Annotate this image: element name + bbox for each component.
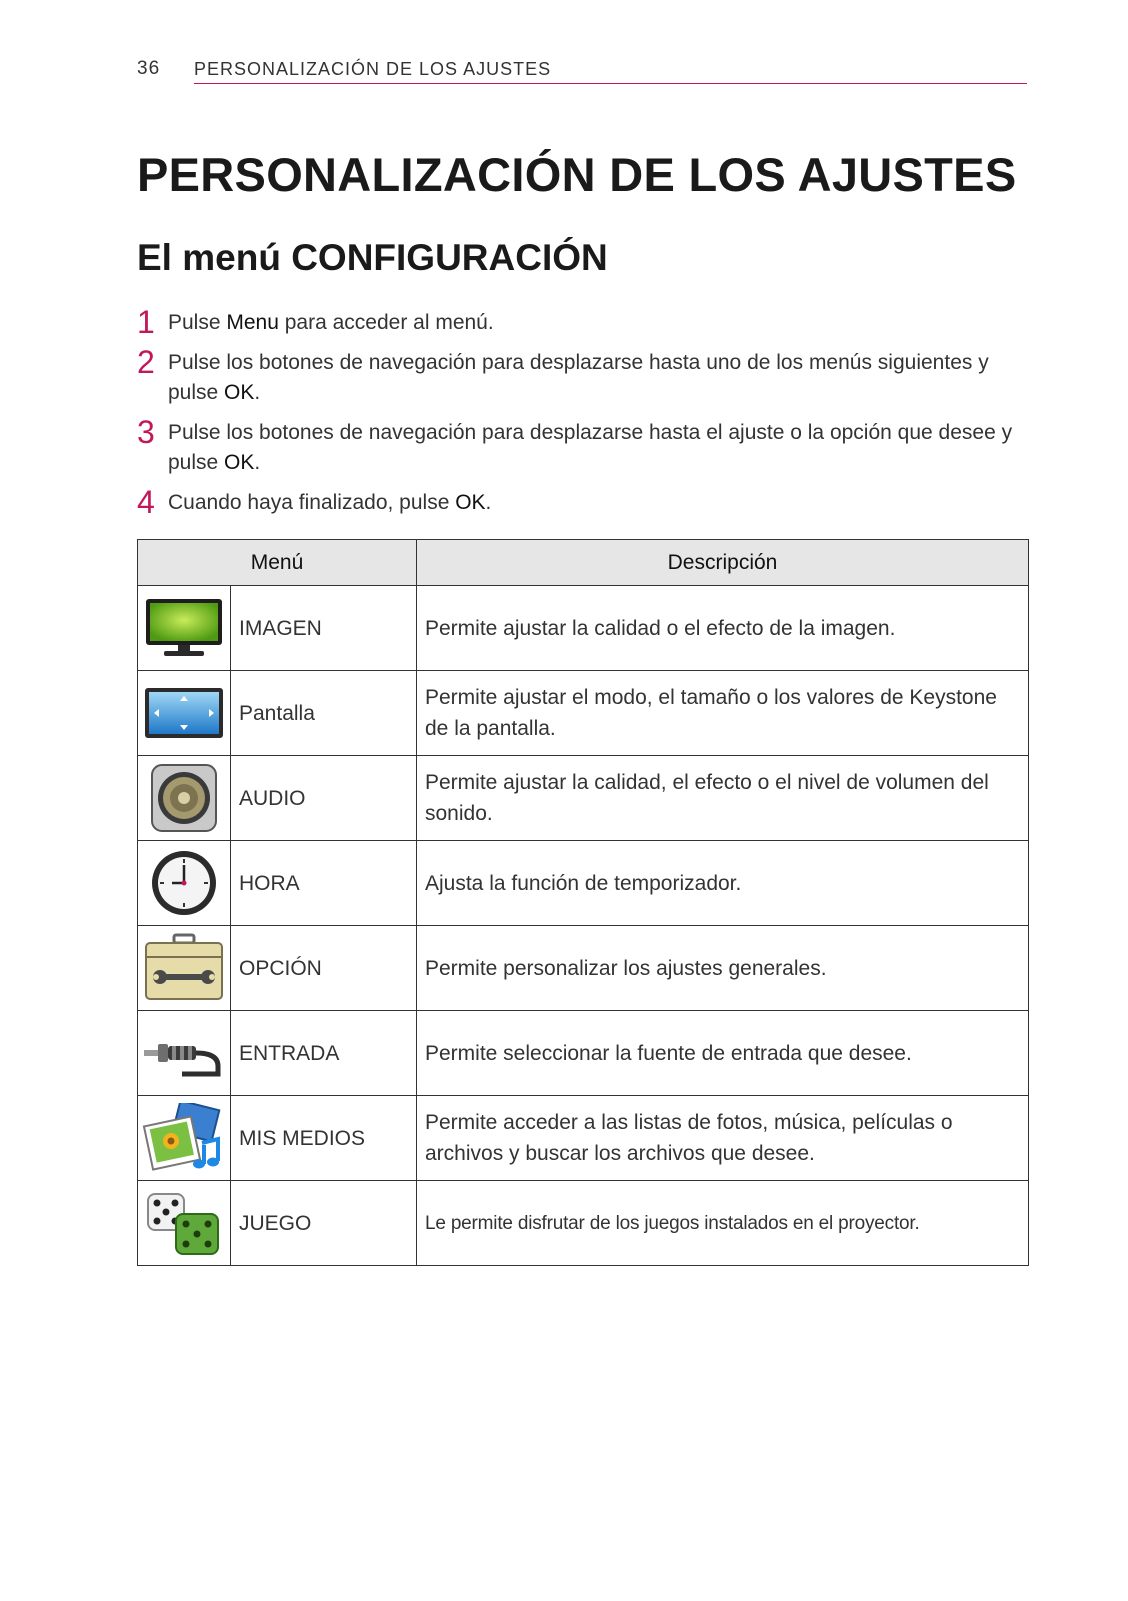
section-title: El menú CONFIGURACIÓN <box>137 237 608 278</box>
header-rule <box>194 83 1027 84</box>
menu-column-header: Menú <box>138 540 417 586</box>
step-text: Cuando haya finalizado, pulse <box>168 491 456 514</box>
step-number: 4 <box>137 484 155 520</box>
running-title: PERSONALIZACIÓN DE LOS AJUSTES <box>194 59 552 79</box>
menu-name: MIS MEDIOS <box>231 1096 417 1181</box>
menu-description: Permite seleccionar la fuente de entrada que desee. <box>417 1011 1029 1096</box>
step-item <box>137 344 1017 408</box>
av-cable-icon <box>142 1018 226 1088</box>
menu-name: JUEGO <box>231 1181 417 1266</box>
step-text: . <box>485 491 492 514</box>
description-column-header: Descripción <box>417 540 1029 586</box>
step-text: Pulse los botones de navegación para desplazarse hasta el ajuste o la opción que desee y pulse <box>168 421 1013 474</box>
menu-description: Permite acceder a las listas de fotos, música, películas o archivos y buscar los archivos que desee. <box>417 1096 1029 1181</box>
step-number: 1 <box>137 304 155 340</box>
menu-name: AUDIO <box>231 756 417 841</box>
step-text: . <box>254 451 261 474</box>
menu-name: OPCIÓN <box>231 926 417 1011</box>
steps-list <box>137 304 1017 528</box>
table-row <box>138 586 1029 671</box>
menu-name: Pantalla <box>231 671 417 756</box>
menu-description: Le permite disfrutar de los juegos instalados en el proyector. <box>417 1181 1029 1266</box>
step-text: . <box>254 381 261 404</box>
table-row <box>138 671 1029 756</box>
step-keyword: OK <box>224 451 255 474</box>
table-row <box>138 756 1029 841</box>
menu-name: IMAGEN <box>231 586 417 671</box>
step-keyword: Menu <box>226 311 279 334</box>
menu-description: Permite personalizar los ajustes generales. <box>417 926 1029 1011</box>
page-number: 36 <box>137 58 161 79</box>
table-row <box>138 1096 1029 1181</box>
step-number: 3 <box>137 414 155 450</box>
step-item <box>137 414 1017 478</box>
table-row <box>138 1011 1029 1096</box>
menu-description: Permite ajustar la calidad o el efecto de la imagen. <box>417 586 1029 671</box>
toolbox-wrench-icon <box>142 933 226 1003</box>
table-header-row <box>138 540 1029 586</box>
clock-icon <box>142 848 226 918</box>
table-row <box>138 841 1029 926</box>
step-text: Pulse los botones de navegación para desplazarse hasta uno de los menús siguientes y pulse <box>168 351 989 404</box>
speaker-icon <box>142 763 226 833</box>
step-text: Pulse <box>168 311 227 334</box>
step-item <box>137 484 1017 520</box>
tv-picture-icon <box>142 593 226 663</box>
step-keyword: OK <box>455 491 486 514</box>
screen-arrows-icon <box>142 678 226 748</box>
step-text: para acceder al menú. <box>278 311 494 334</box>
table-row <box>138 926 1029 1011</box>
menu-description: Permite ajustar la calidad, el efecto o el nivel de volumen del sonido. <box>417 756 1029 841</box>
dice-icon <box>142 1188 226 1258</box>
step-number: 2 <box>137 344 155 380</box>
media-photo-music-icon <box>142 1103 226 1173</box>
menu-name: HORA <box>231 841 417 926</box>
menu-description: Ajusta la función de temporizador. <box>417 841 1029 926</box>
page-header <box>137 56 1027 86</box>
table-row <box>138 1181 1029 1266</box>
page-title: PERSONALIZACIÓN DE LOS AJUSTES <box>137 148 1017 201</box>
menu-name: ENTRADA <box>231 1011 417 1096</box>
step-item <box>137 304 1017 340</box>
settings-menu-table <box>137 539 1029 1266</box>
menu-description: Permite ajustar el modo, el tamaño o los valores de Keystone de la pantalla. <box>417 671 1029 756</box>
step-keyword: OK <box>224 381 255 404</box>
